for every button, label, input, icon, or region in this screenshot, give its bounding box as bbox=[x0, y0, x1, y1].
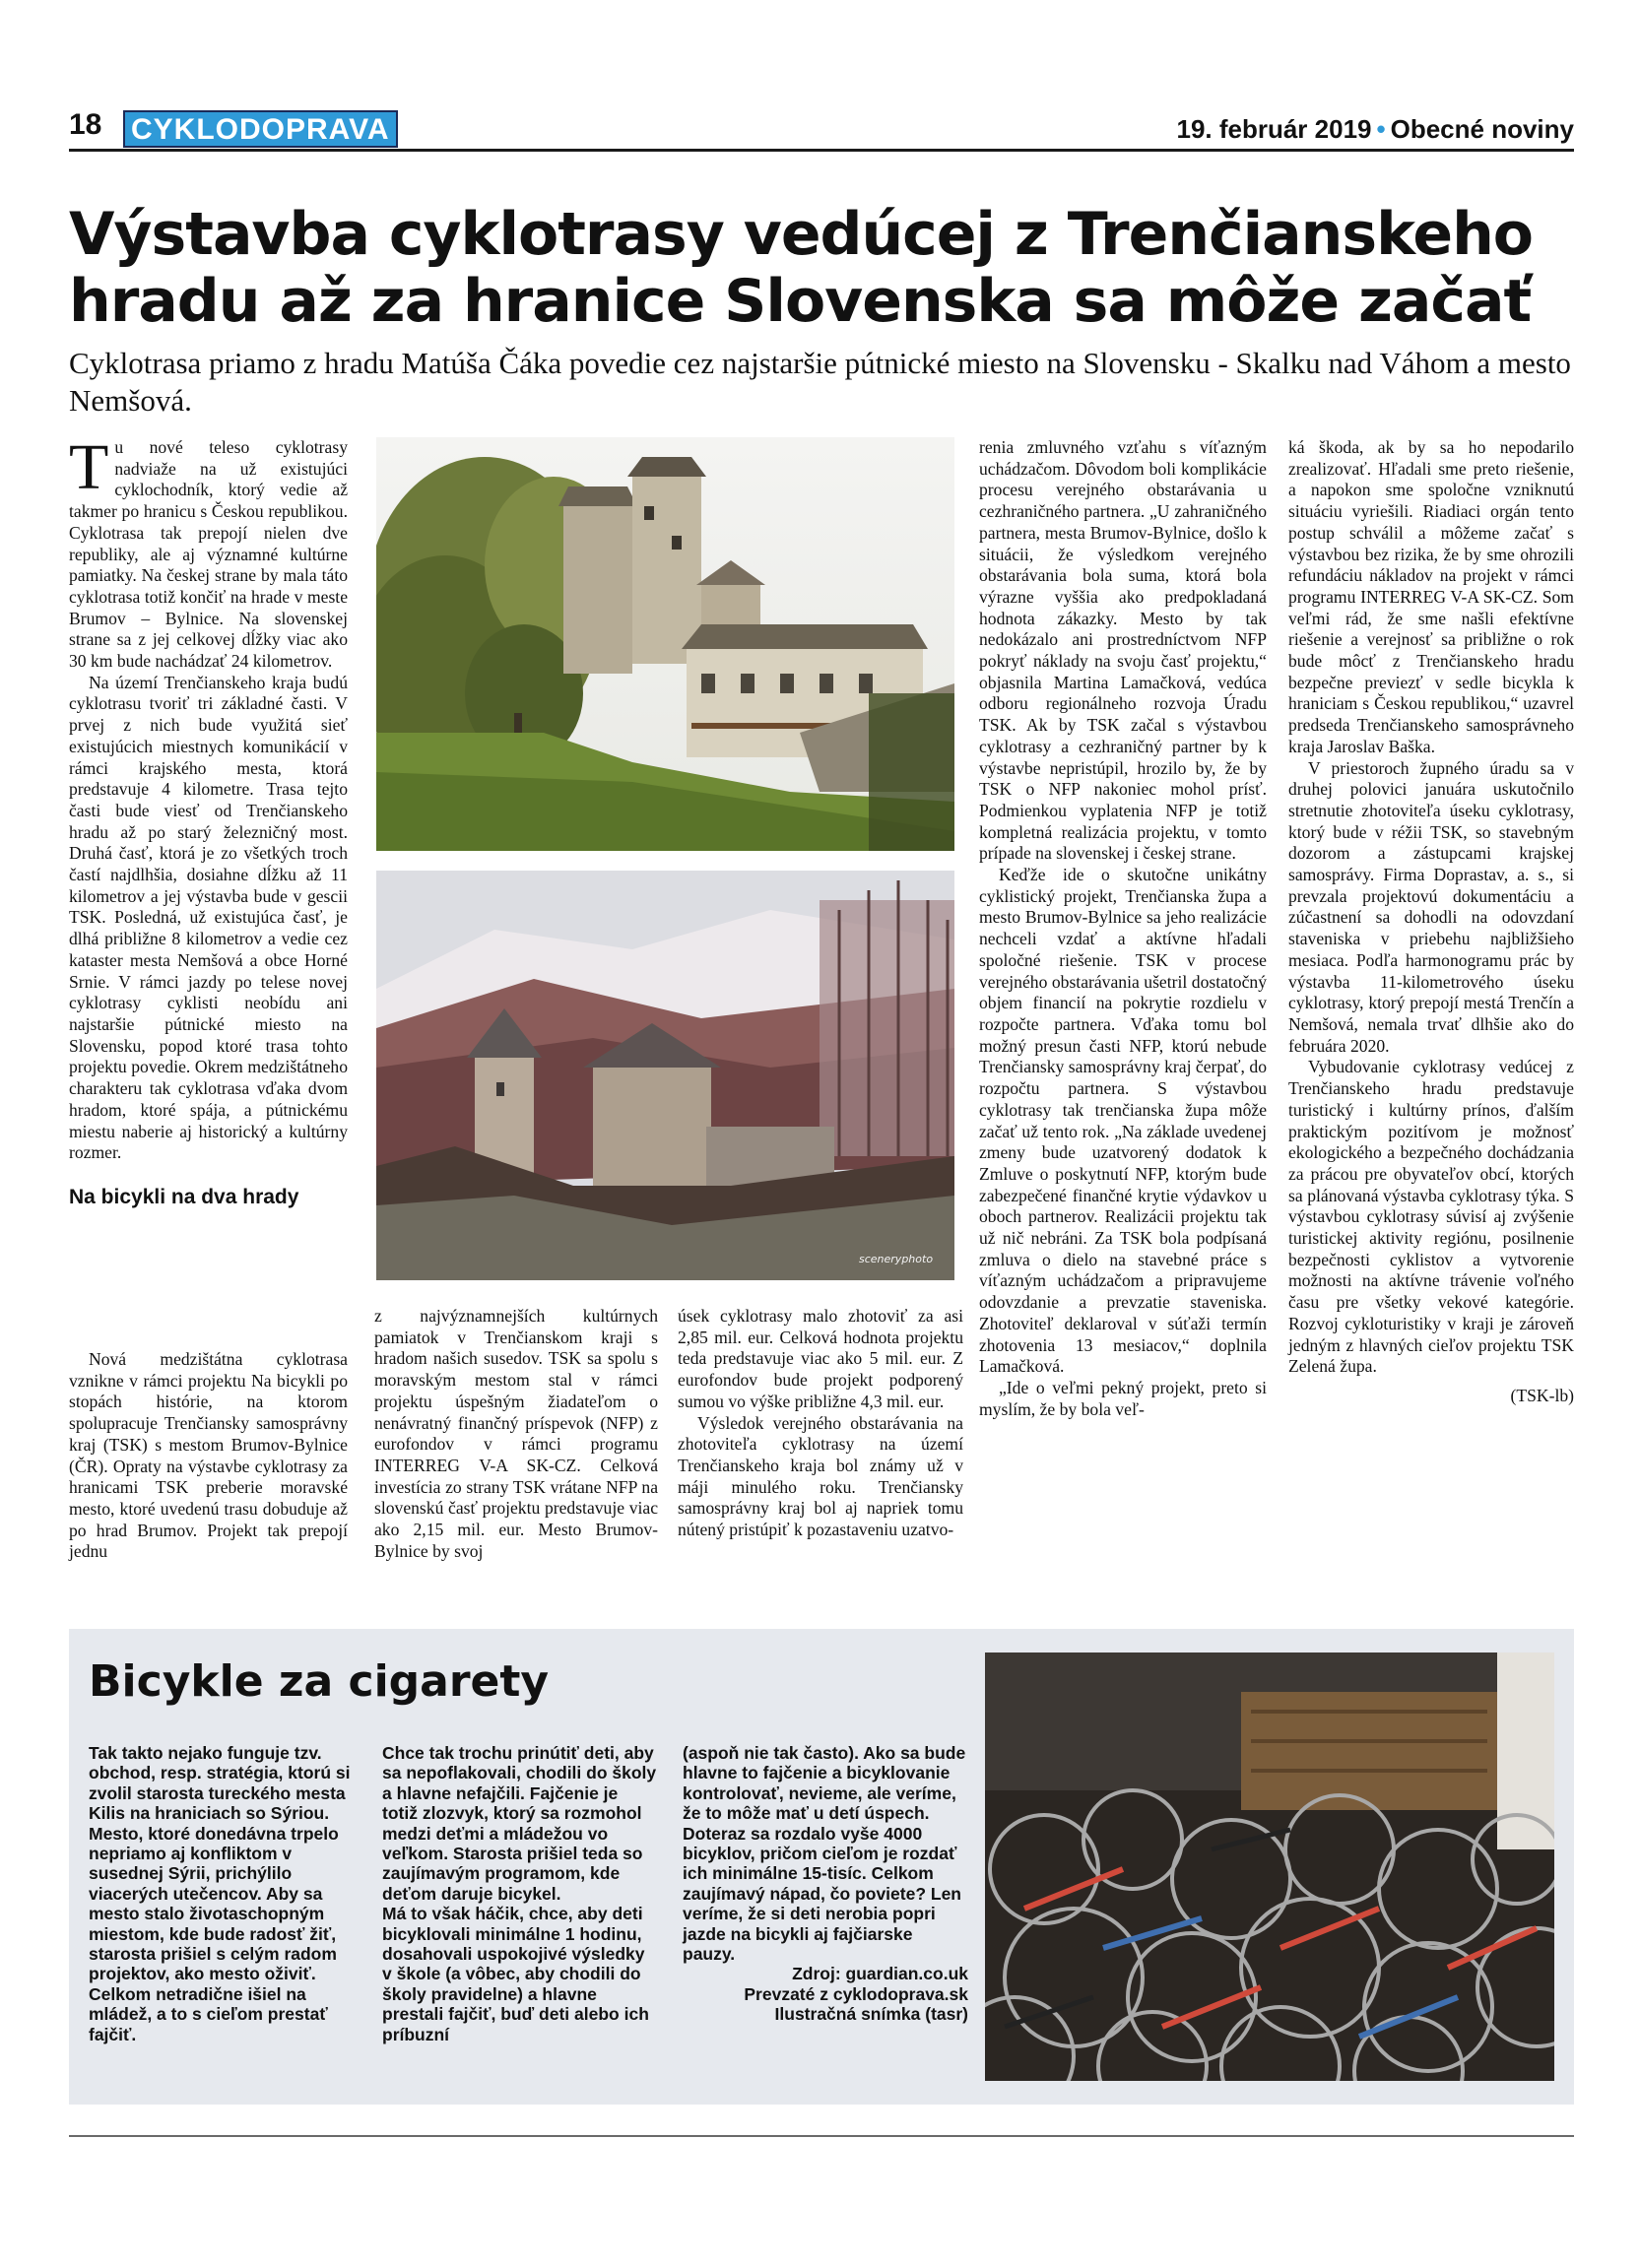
box-column-1 bbox=[89, 1743, 364, 2044]
article-lead: Cyklotrasa priamo z hradu Matúša Čáka povedie cez najstaršie pútnické miesto na Slovensku - Skalku nad Váhom a mesto Nemšová. bbox=[69, 346, 1571, 418]
paragraph: Na území Trenčianskeho kraja budú cyklotrasu tvoriť tri základné časti. V prvej z nich bude využitá sieť existujúcich miestnych komunikácií v rámci krajského mesta, ktorá predstavuje 4 kilometre. Trasa tejto časti bude viesť od Trenčianskeho hradu až po starý železničný most. Druhá časť, ktorá je zo všetkých troch častí najdlhšia, dosiahne dĺžku až 11 kilometrov a jej výstavba bude v gescii TSK. Posledná, už existujúca časť, je dlhá približne 8 kilometrov a vedie cez kataster mesta Nemšová a obce Horné Srnie. V rámci jazdy po telese novej cyklotrasy cyklisti neobídu ani najstaršie pútnické miesto na Slovensku, popod ktoré trasa tohto projektu povedie. Okrem medzištátneho charakteru tak cyklotrasa vďaka dvom hradom, ktoré spája, a pútnickému miestu naberie aj historický a kultúrny rozmer. bbox=[69, 672, 348, 1163]
box-column-2 bbox=[382, 1743, 658, 2044]
photo-watermark: sceneryphoto bbox=[859, 1253, 934, 1265]
separator: • bbox=[1376, 114, 1386, 144]
article-headline: Výstavba cyklotrasy vedúcej z Trenčianskeho hradu až za hranice Slovenska sa môže začať bbox=[69, 200, 1534, 336]
article-column-4 bbox=[1288, 437, 1574, 1407]
drop-cap: T bbox=[69, 431, 109, 503]
paragraph: z najvýznamnejších kultúrnych pamiatok v Trenčianskom kraji s hradom našich susedov. TSK sa spolu s moravským mestom stal v rámci projektu úspešným žiadateľom o nenávratný finančný príspevok (NFP) z eurofondov v rámci programu INTERREG V-A SK-CZ. Celková investícia zo strany TSK vrátane NFP na slovenskú časť projektu predstavuje viac ako 2,15 mil. eur. Mesto Brumov-Bylnice by svoj bbox=[374, 1306, 658, 1561]
section-tag: CYKLODOPRAVA bbox=[123, 110, 398, 148]
paragraph: Chce tak trochu prinútiť deti, aby sa nepoflakovali, chodili do školy a hlavne nefajčili. Fajčenie je totiž zlozvyk, ktorý sa rozmohol medzi deťmi a mládežou vo veľkom. Starosta prišiel teda so zaujímavým programom, kde deťom daruje bicykel. bbox=[382, 1743, 657, 1904]
article-column-1 bbox=[69, 431, 348, 1221]
source-credit: Prevzaté z cyklodoprava.sk bbox=[744, 1983, 968, 2004]
author-signature: (TSK-lb) bbox=[1510, 1385, 1574, 1405]
page-header bbox=[69, 106, 1574, 152]
paragraph: Keďže ide o skutočne unikátny cyklistický projekt, Trenčianska župa a mesto Brumov-Bylnice sa jeho realizácie nechceli vzdať a aktívne hľadali spoločné riešenie. TSK v procese verejného obstarávania ušetril dostatočný objem financií na pokrytie rozdielu v rozpočte partnera. Vďaka tomu bol možný presun časti NFP, ktorú nebude Trenčiansky samosprávny kraj čerpať, do rozpočtu partnera. S výstavbou cyklotrasy tak trenčianska župa môže začať už tento rok. „Na základe uvedenej zmeny bude uzatvorený dodatok k Zmluve o poskytnutí NFP, ktorým bude zabezpečené finančné krytie výdavkov u oboch partnerov. Realizácii projektu tak už nič nebráni. Za TSK bola podpísaná zmluva o dielo na stavebné práce s víťazným uchádzačom a pripravujeme odovzdanie a prevzatie staveniska. Zhotoviteľ deklaroval v súťaži termín zhotovenia 13 mesiacov,“ doplnila Lamačková. bbox=[979, 865, 1267, 1377]
photo-credit: Ilustračná snímka (tasr) bbox=[774, 2004, 968, 2025]
paragraph: Výsledok verejného obstarávania na zhotoviteľa cyklotrasy na území Trenčianskeho kraja bol známy už v máji minulého roku. Trenčiansky samosprávny kraj bol aj napriek tomu nútený pristúpiť k pozastaveniu uzatvo- bbox=[678, 1412, 963, 1540]
box-headline: Bicykle za cigarety bbox=[89, 1656, 550, 1707]
subheading: Na bicykli na dva hrady bbox=[69, 1185, 299, 1208]
article-bottom-column-2 bbox=[374, 1306, 658, 1562]
castle-photo-1 bbox=[376, 437, 954, 851]
castle-photo-2 bbox=[376, 871, 954, 1280]
paragraph bbox=[69, 431, 348, 673]
sidebar-article-box bbox=[69, 1629, 1574, 2105]
paragraph: V priestoroch župného úradu sa v druhej polovici januára uskutočnilo stretnutie zhotoviteľa úseku cyklotrasy, ktorý bude v réžii TSK, so stavebným dozorom a zástupcami krajskej samosprávy. Firma Doprastav, a. s., si prevzala projektovú dokumentáciu a zúčastnení sa dohodli na odovzdaní staveniska v priebehu najbližšieho mesiaca. Podľa harmonogramu prác by výstavba 11-kilometrového úseku cyklotrasy, ktorý prepojí mestá Trenčín a Nemšová, nemala trvať dlhšie ako do februára 2020. bbox=[1288, 757, 1574, 1056]
paragraph-text: u nové teleso cyklotrasy nadviaže na už existujúci cyklochodník, ktorý vedie až takmer po hranicu s Českou republikou. Cyklotrasa tak prepojí nielen dve republiky, ale aj významné kultúrne pamiatky. Na českej strane by mala táto cyklotrasa totiž končiť na hrade v meste Brumov – Bylnice. Na slovenskej strane sa z jej celkovej dĺžky viac ako 30 km bude nachádzať 24 kilometrov. bbox=[69, 437, 348, 672]
dateline bbox=[1176, 114, 1574, 145]
paragraph: Vybudovanie cyklotrasy vedúcej z Trenčianskeho hradu predstavuje turistický i kultúrny prínos, ďalším praktickým pozitívom je možnosť ekologického a bezpečného dochádzania za prácou pre obyvateľov obcí, ktorých sa plánovaná výstavba cyklotrasy týka. S výstavbou cyklotrasy súvisí aj zvýšenie turistickej aktivity regiónu, posilnenie bezpečnosti cyklistov a vytvorenie možnosti na aktívne trávenie voľného času pre všetky vekové kategórie. Rozvoj cykloturistiky v kraji je zároveň jedným z hlavných cieľov projektu TSK Zelená župa. bbox=[1288, 1057, 1574, 1377]
page-number: 18 bbox=[69, 108, 102, 141]
paragraph: renia zmluvného vzťahu s víťazným uchádzačom. Dôvodom boli komplikácie procesu verejného obstarávania u cezhraničného partnera. „U zahraničného partnera, mesta Brumov-Bylnice, došlo k situácii, že výsledkom verejného obstarávania bola suma, ktorá bola výrazne vyššia ako predpokladaná hodnota zákazky. Mesto by tak nedokázalo ani prostredníctvom NFP pokryť náklady na svoju časť projektu,“ objasnila Martina Lamačková, vedúca odboru regionálneho rozvoja Úradu TSK. Ak by TSK začal s výstavbou cyklotrasy a cezhraničný partner by k výstavbe nepristúpil, hrozilo by, že by TSK o NFP nakoniec mohol prísť. Podmienkou vyplatenia NFP je totiž kompletná realizácia projektu, v tomto prípade na slovenskej i českej strane. bbox=[979, 437, 1267, 864]
article-bottom-column-1 bbox=[69, 1349, 348, 1563]
article-bottom-column-3 bbox=[678, 1306, 963, 1541]
box-column-3 bbox=[683, 1743, 968, 2025]
paragraph: (aspoň nie tak často). Ako sa bude hlavne to fajčenie a bicyklovanie kontrolovať, nevieme, ale veríme, že to môže mať u detí úspech. Doteraz sa rozdalo vyše 4000 bicyklov, pričom cieľom je rozdať ich minimálne 15-tisíc. Celkom zaujímavý nápad, čo poviete? Len veríme, že si deti nerobia popri jazde na bicykli aj fajčiarske pauzy. bbox=[683, 1743, 966, 1965]
paragraph: „Ide o veľmi pekný projekt, preto si myslím, že by bola veľ- bbox=[979, 1377, 1267, 1419]
paragraph: Mesto, ktoré donedávna trpelo nepriamo aj konfliktom v susednej Sýrii, prichýlilo viacerých utečencov. Aby sa mesto stalo životaschopným miestom, kde bude radosť žiť, starosta prišiel s celým radom projektov, ako mesto oživiť. Celkom netradične išiel na mládež, a to s cieľom prestať fajčiť. bbox=[89, 1823, 339, 2044]
bottom-divider bbox=[69, 2135, 1574, 2137]
article-column-3 bbox=[979, 437, 1267, 1420]
bicycles-photo bbox=[985, 1652, 1554, 2081]
paragraph: ká škoda, ak by sa ho nepodarilo zrealizovať. Hľadali sme preto riešenie, a napokon sme spoločne vzniknutú situáciu vyriešili. Riadiaci orgán tento postup schválil a môžeme začať s výstavbou bez rizika, že by sme ohrozili refundáciu nákladov na projekt v rámci programu INTERREG V-A SK-CZ. Som veľmi rád, že sme našli efektívne riešenie a verejnosť sa približne o rok bude môcť z Trenčianskeho hradu bezpečne previezť v sedle bicykla k hraniciam s Českou republikou,“ uzavrel predseda Trenčianskeho samosprávneho kraja Jaroslav Baška. bbox=[1288, 437, 1574, 756]
paragraph: úsek cyklotrasy malo zhotoviť za asi 2,85 mil. eur. Celková hodnota projektu teda predstavuje viac ako 5 mil. eur. Z eurofondov bude projekt podporený sumou vo výške približne 4,3 mil. eur. bbox=[678, 1306, 963, 1411]
paragraph: Nová medzištátna cyklotrasa vznikne v rámci projektu Na bicykli po stopách histórie, na ktorom spolupracuje Trenčiansky samosprávny kraj (TSK) s mestom Brumov-Bylnice (ČR). Opraty na výstavbe cyklotrasy za hranicami TSK preberie moravské mesto, ktoré uvedenú trasu dobuduje až po hrad Brumov. Projekt tak prepojí jednu bbox=[69, 1349, 348, 1562]
source-credit: Zdroj: guardian.co.uk bbox=[792, 1964, 968, 1984]
publication-name: Obecné noviny bbox=[1390, 114, 1574, 144]
paragraph: Tak takto nejako funguje tzv. obchod, resp. stratégia, ktorú si zvolil starosta tureckého mesta Kilis na hraniciach so Sýriou. bbox=[89, 1743, 351, 1824]
paragraph: Má to však háčik, chce, aby deti bicyklovali minimálne 1 hodinu, dosahovali uspokojivé výsledky v škole (a vôbec, aby chodili do školy pravidelne) a hlavne prestali fajčiť, buď deti alebo ich príbuzní bbox=[382, 1904, 649, 2044]
issue-date: 19. február 2019 bbox=[1176, 114, 1372, 144]
